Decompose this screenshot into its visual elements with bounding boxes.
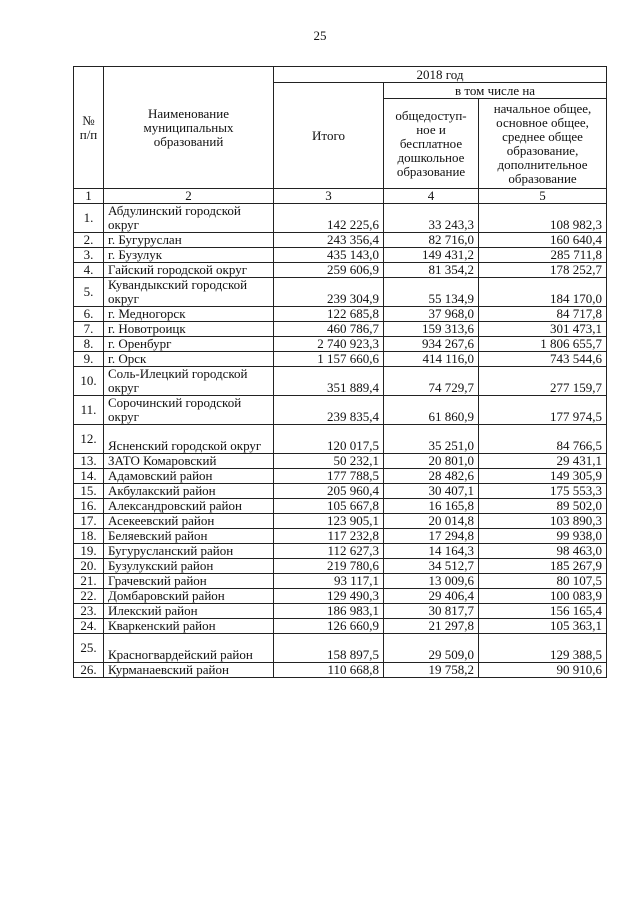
municipality-name: Сорочинский городской округ: [104, 396, 274, 425]
general-education-amount: 98 463,0: [479, 544, 607, 559]
total-amount: 120 017,5: [274, 425, 384, 454]
header-total: Итого: [274, 83, 384, 189]
table-row: [74, 514, 607, 529]
row-number: 24.: [74, 619, 104, 634]
preschool-amount: 82 716,0: [384, 233, 479, 248]
row-number: 3.: [74, 248, 104, 263]
municipality-name: Кваркенский район: [104, 619, 274, 634]
table-row: [74, 367, 607, 396]
row-number: 20.: [74, 559, 104, 574]
total-amount: 93 117,1: [274, 574, 384, 589]
row-number: 10.: [74, 367, 104, 396]
municipality-name: г. Оренбург: [104, 337, 274, 352]
table-row: [74, 425, 607, 454]
total-amount: 1 157 660,6: [274, 352, 384, 367]
preschool-amount: 149 431,2: [384, 248, 479, 263]
general-education-amount: 175 553,3: [479, 484, 607, 499]
preschool-amount: 35 251,0: [384, 425, 479, 454]
total-amount: 50 232,1: [274, 454, 384, 469]
general-education-amount: 89 502,0: [479, 499, 607, 514]
general-education-amount: 105 363,1: [479, 619, 607, 634]
row-number: 23.: [74, 604, 104, 619]
municipality-name: Грачевский район: [104, 574, 274, 589]
preschool-amount: 20 014,8: [384, 514, 479, 529]
general-education-amount: 99 938,0: [479, 529, 607, 544]
table-row: [74, 529, 607, 544]
municipality-name: ЗАТО Комаровский: [104, 454, 274, 469]
general-education-amount: 743 544,6: [479, 352, 607, 367]
municipality-name: Адамовский район: [104, 469, 274, 484]
row-number: 5.: [74, 278, 104, 307]
general-education-amount: 90 910,6: [479, 663, 607, 678]
row-number: 12.: [74, 425, 104, 454]
general-education-amount: 185 267,9: [479, 559, 607, 574]
general-education-amount: 177 974,5: [479, 396, 607, 425]
preschool-amount: 19 758,2: [384, 663, 479, 678]
municipality-name: Красногвардейский район: [104, 634, 274, 663]
column-index-row: [74, 189, 607, 204]
total-amount: 186 983,1: [274, 604, 384, 619]
general-education-amount: 149 305,9: [479, 469, 607, 484]
table-row: [74, 663, 607, 678]
municipality-name: Илекский район: [104, 604, 274, 619]
total-amount: 205 960,4: [274, 484, 384, 499]
general-education-amount: 1 806 655,7: [479, 337, 607, 352]
municipality-name: г. Орск: [104, 352, 274, 367]
general-education-amount: 84 766,5: [479, 425, 607, 454]
total-amount: 112 627,3: [274, 544, 384, 559]
preschool-amount: 159 313,6: [384, 322, 479, 337]
row-number: 19.: [74, 544, 104, 559]
preschool-amount: 17 294,8: [384, 529, 479, 544]
municipality-name: г. Медногорск: [104, 307, 274, 322]
general-education-amount: 103 890,3: [479, 514, 607, 529]
total-amount: 123 905,1: [274, 514, 384, 529]
row-number: 6.: [74, 307, 104, 322]
preschool-amount: 30 407,1: [384, 484, 479, 499]
municipality-name: Курманаевский район: [104, 663, 274, 678]
header-row-number: № п/п: [74, 67, 104, 189]
table-row: [74, 499, 607, 514]
general-education-amount: 160 640,4: [479, 233, 607, 248]
header-year: 2018 год: [274, 67, 607, 83]
row-number: 18.: [74, 529, 104, 544]
row-number: 26.: [74, 663, 104, 678]
preschool-amount: 55 134,9: [384, 278, 479, 307]
page-number: 25: [313, 28, 327, 43]
preschool-amount: 28 482,6: [384, 469, 479, 484]
municipality-name: Бугурусланский район: [104, 544, 274, 559]
budget-table: [73, 66, 607, 678]
row-number: 7.: [74, 322, 104, 337]
column-index: 5: [479, 189, 607, 204]
preschool-amount: 13 009,6: [384, 574, 479, 589]
header-preschool-education: общедоступ-ное и бесплатное дошкольное образование: [384, 99, 479, 189]
preschool-amount: 934 267,6: [384, 337, 479, 352]
table-row: [74, 307, 607, 322]
preschool-amount: 414 116,0: [384, 352, 479, 367]
row-number: 22.: [74, 589, 104, 604]
general-education-amount: 84 717,8: [479, 307, 607, 322]
preschool-amount: 37 968,0: [384, 307, 479, 322]
general-education-amount: 100 083,9: [479, 589, 607, 604]
general-education-amount: 184 170,0: [479, 278, 607, 307]
total-amount: 219 780,6: [274, 559, 384, 574]
row-number: 2.: [74, 233, 104, 248]
table-row: [74, 604, 607, 619]
general-education-amount: 129 388,5: [479, 634, 607, 663]
table-row: [74, 322, 607, 337]
preschool-amount: 81 354,2: [384, 263, 479, 278]
total-amount: 239 835,4: [274, 396, 384, 425]
total-amount: 126 660,9: [274, 619, 384, 634]
municipality-name: г. Бузулук: [104, 248, 274, 263]
municipality-name: Акбулакский район: [104, 484, 274, 499]
row-number: 15.: [74, 484, 104, 499]
total-amount: 110 668,8: [274, 663, 384, 678]
total-amount: 122 685,8: [274, 307, 384, 322]
row-number: 21.: [74, 574, 104, 589]
table-row: [74, 337, 607, 352]
total-amount: 259 606,9: [274, 263, 384, 278]
table-row: [74, 469, 607, 484]
preschool-amount: 74 729,7: [384, 367, 479, 396]
column-index: 2: [104, 189, 274, 204]
row-number: 8.: [74, 337, 104, 352]
total-amount: 435 143,0: [274, 248, 384, 263]
municipality-name: Гайский городской округ: [104, 263, 274, 278]
total-amount: 117 232,8: [274, 529, 384, 544]
general-education-amount: 178 252,7: [479, 263, 607, 278]
municipality-name: Бузулукский район: [104, 559, 274, 574]
preschool-amount: 61 860,9: [384, 396, 479, 425]
row-number: 13.: [74, 454, 104, 469]
municipality-name: Домбаровский район: [104, 589, 274, 604]
municipality-name: Абдулинский городской округ: [104, 204, 274, 233]
table-row: [74, 278, 607, 307]
general-education-amount: 29 431,1: [479, 454, 607, 469]
row-number: 25.: [74, 634, 104, 663]
municipality-name: Соль-Илецкий городской округ: [104, 367, 274, 396]
preschool-amount: 34 512,7: [384, 559, 479, 574]
table-row: [74, 574, 607, 589]
table-row: [74, 559, 607, 574]
municipality-name: Ясненский городской округ: [104, 425, 274, 454]
municipality-name: Беляевский район: [104, 529, 274, 544]
column-index: 3: [274, 189, 384, 204]
row-number: 11.: [74, 396, 104, 425]
total-amount: 142 225,6: [274, 204, 384, 233]
row-number: 9.: [74, 352, 104, 367]
table-row: [74, 634, 607, 663]
total-amount: 177 788,5: [274, 469, 384, 484]
table-row: [74, 484, 607, 499]
table-row: [74, 589, 607, 604]
total-amount: 129 490,3: [274, 589, 384, 604]
general-education-amount: 277 159,7: [479, 367, 607, 396]
total-amount: 2 740 923,3: [274, 337, 384, 352]
header-general-education: начальное общее, основное общее, среднее общее образование, дополнительное образование: [479, 99, 607, 189]
table-row: [74, 544, 607, 559]
total-amount: 351 889,4: [274, 367, 384, 396]
row-number: 17.: [74, 514, 104, 529]
preschool-amount: 29 406,4: [384, 589, 479, 604]
row-number: 14.: [74, 469, 104, 484]
preschool-amount: 14 164,3: [384, 544, 479, 559]
general-education-amount: 80 107,5: [479, 574, 607, 589]
general-education-amount: 285 711,8: [479, 248, 607, 263]
column-index: 1: [74, 189, 104, 204]
preschool-amount: 21 297,8: [384, 619, 479, 634]
preschool-amount: 29 509,0: [384, 634, 479, 663]
preschool-amount: 30 817,7: [384, 604, 479, 619]
row-number: 16.: [74, 499, 104, 514]
table-row: [74, 396, 607, 425]
table-row: [74, 454, 607, 469]
total-amount: 243 356,4: [274, 233, 384, 248]
total-amount: 105 667,8: [274, 499, 384, 514]
row-number: 1.: [74, 204, 104, 233]
table-row: [74, 248, 607, 263]
preschool-amount: 16 165,8: [384, 499, 479, 514]
preschool-amount: 33 243,3: [384, 204, 479, 233]
municipality-name: г. Бугуруслан: [104, 233, 274, 248]
municipality-name: Кувандыкский городской округ: [104, 278, 274, 307]
header-municipality-name: Наименование муниципальных образований: [104, 67, 274, 189]
header-including: в том числе на: [384, 83, 607, 99]
row-number: 4.: [74, 263, 104, 278]
total-amount: 158 897,5: [274, 634, 384, 663]
column-index: 4: [384, 189, 479, 204]
municipality-name: Александровский район: [104, 499, 274, 514]
municipality-name: г. Новотроицк: [104, 322, 274, 337]
general-education-amount: 108 982,3: [479, 204, 607, 233]
preschool-amount: 20 801,0: [384, 454, 479, 469]
table-row: [74, 263, 607, 278]
table-row: [74, 233, 607, 248]
general-education-amount: 156 165,4: [479, 604, 607, 619]
table-row: [74, 619, 607, 634]
table-row: [74, 204, 607, 233]
total-amount: 239 304,9: [274, 278, 384, 307]
table-row: [74, 352, 607, 367]
total-amount: 460 786,7: [274, 322, 384, 337]
table-body: [74, 204, 607, 678]
general-education-amount: 301 473,1: [479, 322, 607, 337]
municipality-name: Асекеевский район: [104, 514, 274, 529]
